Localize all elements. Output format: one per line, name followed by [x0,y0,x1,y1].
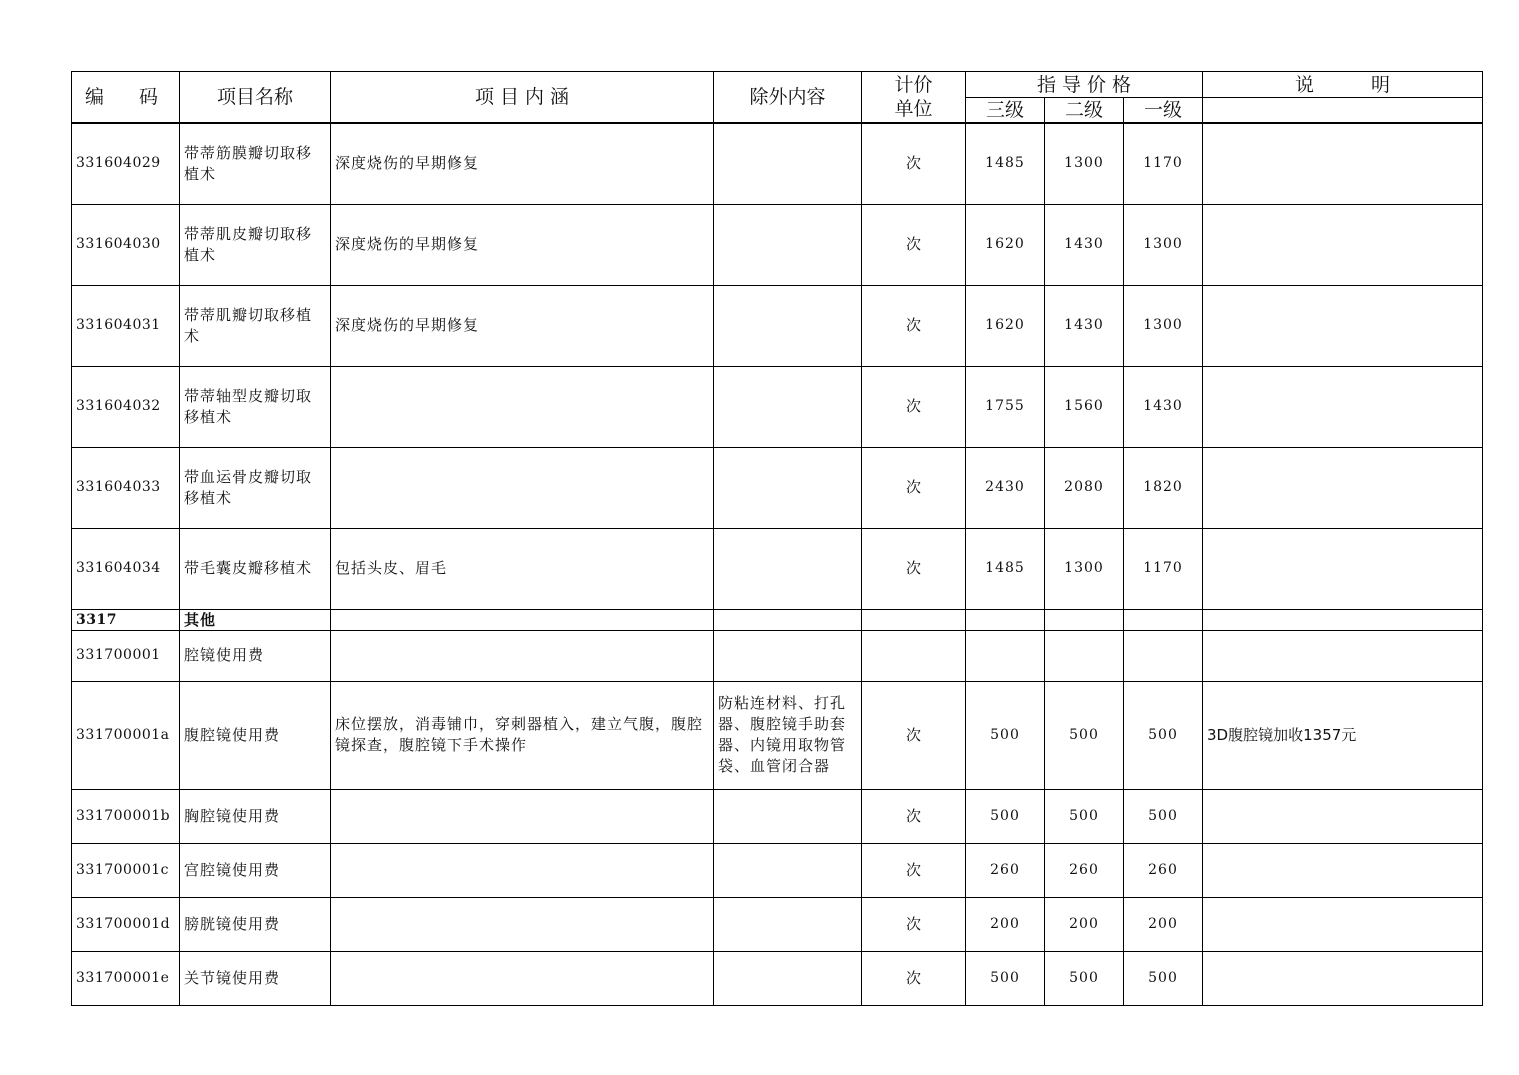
item-excluded [714,528,862,609]
item-unit: 次 [862,204,966,285]
item-note [1203,630,1483,681]
item-unit: 次 [862,843,966,897]
item-excluded [714,843,862,897]
price-level3: 260 [966,843,1045,897]
item-code: 331700001 [72,630,180,681]
header-code: 编 码 [72,72,180,124]
item-name: 宫腔镜使用费 [180,843,331,897]
table-row [72,366,1483,447]
section-blank-cell [862,609,966,630]
item-content [331,366,714,447]
section-code: 3317 [72,609,180,630]
item-unit: 次 [862,897,966,951]
price-level3: 1485 [966,123,1045,204]
header-unit: 计价 单位 [862,72,966,124]
item-excluded [714,951,862,1005]
price-table [71,71,1483,1006]
table-row [72,204,1483,285]
item-content: 深度烧伤的早期修复 [331,204,714,285]
section-row [72,609,1483,630]
item-name: 带蒂肌皮瓣切取移植术 [180,204,331,285]
item-excluded [714,123,862,204]
price-level2: 1300 [1045,123,1124,204]
price-level1: 260 [1124,843,1203,897]
item-excluded [714,789,862,843]
item-name: 带蒂筋膜瓣切取移植术 [180,123,331,204]
item-name: 带蒂轴型皮瓣切取移植术 [180,366,331,447]
price-level2: 260 [1045,843,1124,897]
item-note [1203,366,1483,447]
header-level3: 三级 [966,98,1045,124]
item-content [331,897,714,951]
price-level1: 1430 [1124,366,1203,447]
header-note: 说 明 [1203,72,1483,98]
item-content: 深度烧伤的早期修复 [331,285,714,366]
table-row [72,123,1483,204]
header-note-blank [1203,98,1483,124]
price-level3 [966,630,1045,681]
table-header [72,72,1483,124]
table-row [72,528,1483,609]
price-level3: 200 [966,897,1045,951]
section-blank-cell [1124,609,1203,630]
item-note [1203,843,1483,897]
item-content [331,447,714,528]
table-row [72,285,1483,366]
item-code: 331604032 [72,366,180,447]
item-name: 腔镜使用费 [180,630,331,681]
item-code: 331604030 [72,204,180,285]
item-content [331,843,714,897]
item-note [1203,789,1483,843]
price-level2: 500 [1045,789,1124,843]
price-level2: 1430 [1045,285,1124,366]
item-excluded [714,897,862,951]
price-level2: 1430 [1045,204,1124,285]
item-code: 331700001d [72,897,180,951]
price-level1: 500 [1124,951,1203,1005]
item-content [331,789,714,843]
item-note [1203,447,1483,528]
item-excluded [714,204,862,285]
price-level3: 1485 [966,528,1045,609]
item-unit: 次 [862,951,966,1005]
price-level1: 200 [1124,897,1203,951]
item-excluded: 防粘连材料、打孔器、腹腔镜手助套器、内镜用取物管袋、血管闭合器 [714,681,862,789]
table-body [72,123,1483,1005]
price-level2: 500 [1045,681,1124,789]
item-note [1203,897,1483,951]
header-price-group: 指 导 价 格 [966,72,1203,98]
item-content: 包括头皮、眉毛 [331,528,714,609]
header-level2: 二级 [1045,98,1124,124]
price-level2: 1560 [1045,366,1124,447]
item-excluded [714,447,862,528]
section-blank-cell [1203,609,1483,630]
header-excluded: 除外内容 [714,72,862,124]
price-level3: 1755 [966,366,1045,447]
item-content [331,630,714,681]
item-excluded [714,366,862,447]
price-level3: 500 [966,789,1045,843]
item-content: 床位摆放，消毒铺巾，穿刺器植入，建立气腹，腹腔镜探查，腹腔镜下手术操作 [331,681,714,789]
price-level1: 1300 [1124,204,1203,285]
item-code: 331604031 [72,285,180,366]
item-name: 膀胱镜使用费 [180,897,331,951]
item-note [1203,123,1483,204]
item-excluded [714,630,862,681]
item-note [1203,204,1483,285]
price-level2: 1300 [1045,528,1124,609]
item-code: 331604034 [72,528,180,609]
item-unit: 次 [862,366,966,447]
item-unit: 次 [862,123,966,204]
item-code: 331700001b [72,789,180,843]
price-level3: 500 [966,681,1045,789]
price-level1: 1170 [1124,123,1203,204]
header-name: 项目名称 [180,72,331,124]
item-code: 331700001a [72,681,180,789]
item-code: 331604033 [72,447,180,528]
table-row [72,951,1483,1005]
item-code: 331700001c [72,843,180,897]
item-code: 331604029 [72,123,180,204]
item-code: 331700001e [72,951,180,1005]
price-level2 [1045,630,1124,681]
section-blank-cell [331,609,714,630]
price-level3: 1620 [966,204,1045,285]
section-blank-cell [966,609,1045,630]
item-unit: 次 [862,681,966,789]
item-excluded [714,285,862,366]
table-row [72,447,1483,528]
item-content [331,951,714,1005]
price-level1: 1300 [1124,285,1203,366]
price-level1: 500 [1124,789,1203,843]
item-note [1203,951,1483,1005]
item-unit: 次 [862,528,966,609]
item-note [1203,528,1483,609]
item-unit [862,630,966,681]
item-name: 带血运骨皮瓣切取移植术 [180,447,331,528]
price-level3: 1620 [966,285,1045,366]
price-level2: 200 [1045,897,1124,951]
item-name: 带蒂肌瓣切取移植术 [180,285,331,366]
price-level1: 1820 [1124,447,1203,528]
table-row [72,897,1483,951]
item-unit: 次 [862,285,966,366]
table-row [72,681,1483,789]
price-level2: 500 [1045,951,1124,1005]
item-name: 带毛囊皮瓣移植术 [180,528,331,609]
item-content: 深度烧伤的早期修复 [331,123,714,204]
section-name: 其他 [180,609,331,630]
header-level1: 一级 [1124,98,1203,124]
table-row [72,789,1483,843]
price-level1: 1170 [1124,528,1203,609]
item-name: 关节镜使用费 [180,951,331,1005]
table-row [72,843,1483,897]
price-level3: 2430 [966,447,1045,528]
item-name: 腹腔镜使用费 [180,681,331,789]
section-blank-cell [714,609,862,630]
item-unit: 次 [862,789,966,843]
item-note: 3D腹腔镜加收1357元 [1203,681,1483,789]
item-unit: 次 [862,447,966,528]
price-level1 [1124,630,1203,681]
price-level3: 500 [966,951,1045,1005]
table-row [72,630,1483,681]
section-blank-cell [1045,609,1124,630]
price-level1: 500 [1124,681,1203,789]
item-note [1203,285,1483,366]
item-name: 胸腔镜使用费 [180,789,331,843]
header-content: 项 目 内 涵 [331,72,714,124]
price-level2: 2080 [1045,447,1124,528]
